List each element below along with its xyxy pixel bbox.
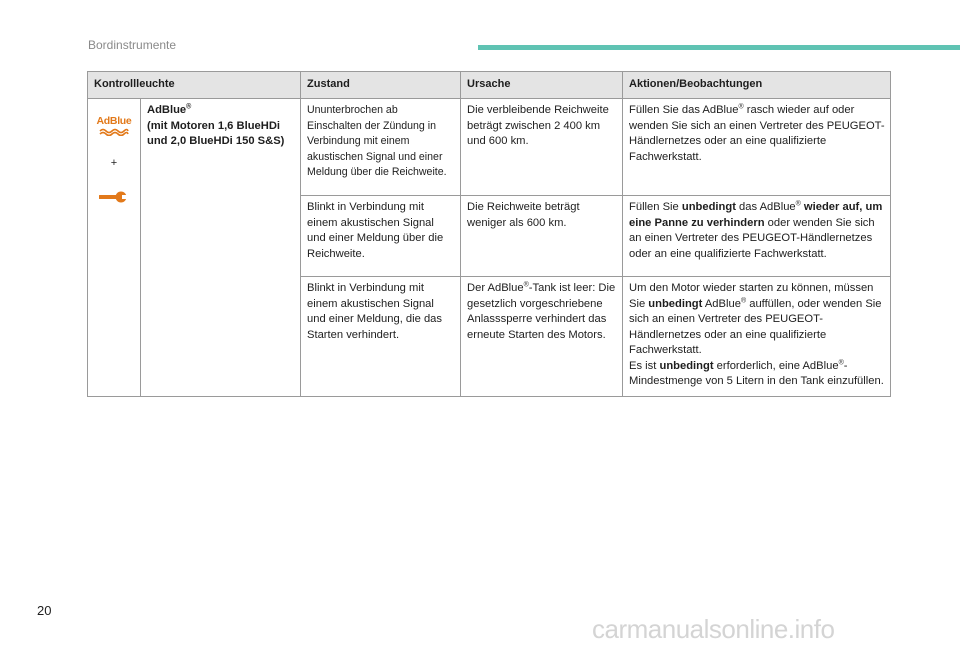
indicator-name-cell	[141, 99, 301, 397]
indicator-table	[87, 71, 891, 397]
zustand-cell	[301, 277, 461, 397]
aktion-text: oder wenden Sie sich an einen Vertreter des PEUGEOT-Händlernetzes oder an eine qualifizierte Fachwerkstatt.	[629, 216, 875, 260]
zustand-text: Ununterbrochen ab Einschalten der Zündung in Verbindung mit einem akustischen Signal und einer Meldung über die Reichweite.	[307, 104, 447, 178]
wrench-icon	[99, 190, 129, 204]
registered-mark: ®	[186, 103, 192, 111]
aktion-emphasis: unbedingt	[681, 201, 736, 213]
registered-mark: ®	[738, 103, 744, 111]
aktion-text: auffüllen, oder wenden Sie sich an einen Vertreter des PEUGEOT-Händlernetzes oder an eine qualifizierte Fachwerkstatt.	[629, 297, 882, 356]
aktion-emphasis: wieder auf, um eine Panne zu verhindern	[629, 201, 883, 229]
ursache-text: -Tank ist leer: Die gesetzlich vorgeschriebene Anlasssperre verhindert das erneute Starten des Motors.	[467, 282, 616, 341]
aktion-text: rasch wieder auf oder wenden Sie sich an einen Vertreter des PEUGEOT-Händlernetzes oder an eine qualifizierte Fachwerkstatt.	[629, 104, 885, 163]
header-accent-bar	[478, 45, 960, 50]
indicator-name: AdBlue	[147, 104, 187, 116]
indicator-engines: (mit Motoren 1,6 BlueHDi und 2,0 BlueHDi 150 S&S)	[147, 119, 285, 147]
column-header-zustand: Zustand	[301, 72, 461, 99]
column-header-ursache: Ursache	[461, 72, 623, 99]
registered-mark: ®	[523, 281, 529, 289]
table-header-row	[88, 72, 891, 99]
aktion-text: Füllen Sie das AdBlue	[629, 104, 739, 116]
ursache-text: Die verbleibende Reichweite beträgt zwischen 2 400 km und 600 km.	[467, 104, 609, 147]
aktion-text: -Mindestmenge von 5 Litern in den Tank einzufüllen.	[629, 359, 884, 387]
page-number: 20	[37, 603, 52, 618]
aktion-cell	[623, 277, 891, 397]
zustand-text: Blinkt in Verbindung mit einem akustischen Signal und einer Meldung über die Reichweite.	[307, 201, 444, 260]
indicator-icon-cell	[88, 99, 141, 397]
aktion-text: erforderlich, eine AdBlue	[713, 359, 839, 372]
registered-mark: ®	[795, 200, 801, 208]
ursache-text: Der AdBlue	[467, 282, 524, 294]
aktion-cell	[623, 196, 891, 277]
column-header-aktionen: Aktionen/Beobachtungen	[623, 72, 891, 99]
fluid-wave-icon	[99, 128, 129, 136]
aktion-emphasis: unbedingt	[659, 359, 714, 372]
aktion-emphasis: unbedingt	[648, 297, 703, 310]
aktion-text: das AdBlue	[735, 201, 796, 213]
zustand-text: Blinkt in Verbindung mit einem akustischen Signal und einer Meldung, die das Starten verhindert.	[307, 282, 442, 341]
watermark: carmanualsonline.info	[592, 614, 835, 644]
aktion-text: AdBlue	[702, 297, 741, 310]
zustand-cell	[301, 99, 461, 196]
aktion-text: Um den Motor wieder starten zu können, müssen Sie	[629, 282, 874, 310]
column-header-kontrollleuchte: Kontrollleuchte	[88, 72, 301, 99]
zustand-cell	[301, 196, 461, 277]
registered-mark: ®	[838, 358, 844, 366]
ursache-cell	[461, 277, 623, 397]
registered-mark: ®	[740, 296, 747, 304]
aktion-cell	[623, 99, 891, 196]
ursache-cell	[461, 99, 623, 196]
plus-sign: +	[110, 157, 118, 169]
section-title: Bordinstrumente	[88, 38, 177, 52]
ursache-cell	[461, 196, 623, 277]
table-row	[88, 99, 891, 196]
aktion-text: Füllen Sie	[629, 201, 682, 213]
ursache-text: Die Reichweite beträgt weniger als 600 km.	[467, 201, 580, 229]
adblue-warning-icon: AdBlue	[96, 115, 132, 127]
aktion-text: Es ist	[629, 359, 660, 372]
